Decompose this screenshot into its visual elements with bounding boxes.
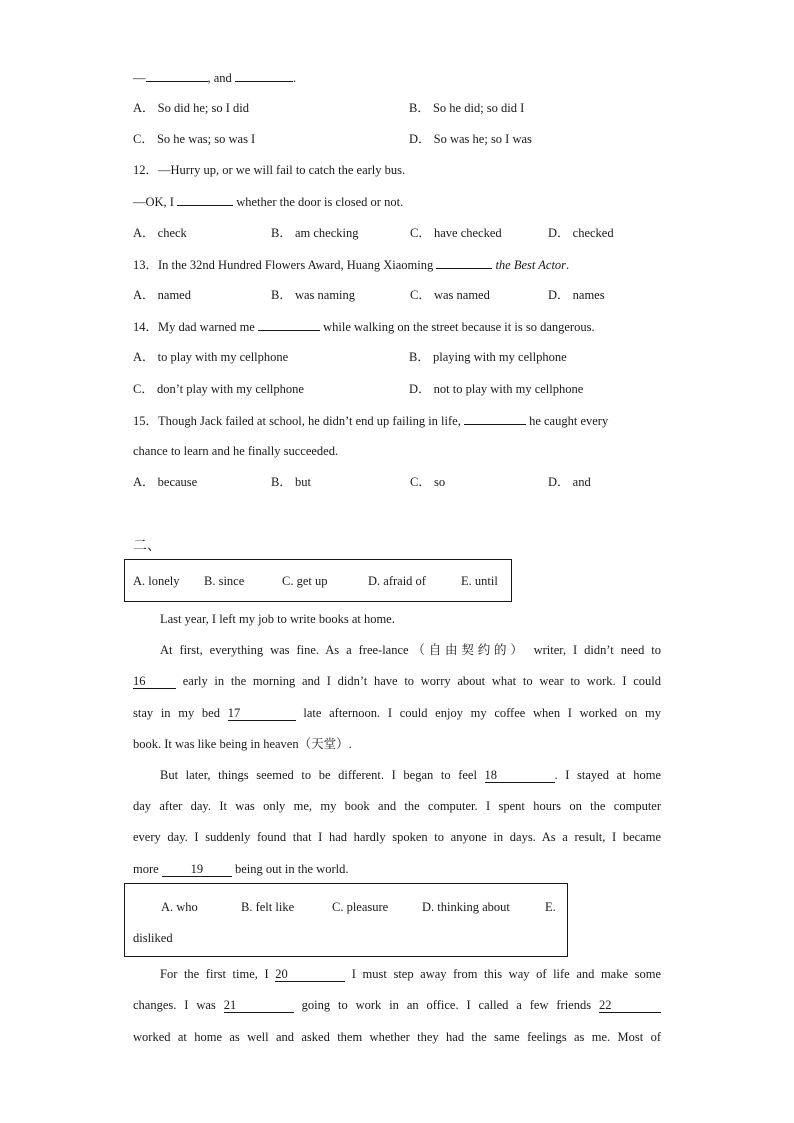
option-text: named [157, 288, 191, 302]
option-text: to play with my cellphone [157, 350, 289, 364]
prompt-post: he caught every [525, 414, 609, 428]
q15-option-a [133, 474, 197, 490]
q13-option-d [548, 287, 605, 303]
option-letter: D． [548, 475, 570, 489]
blank [258, 318, 320, 331]
option-letter: B． [271, 226, 292, 240]
q13-option-b [271, 287, 355, 303]
section-heading: 二、 [133, 538, 161, 554]
numbered-blank-21: 21 [224, 998, 294, 1013]
q13-option-a [133, 287, 191, 303]
reply-pre: —OK, I [133, 195, 178, 209]
word-option-a: A. lonely [133, 574, 180, 588]
option-text: So he was; so was I [156, 132, 256, 146]
word-box-2 [124, 883, 568, 957]
passage-p4-line2 [133, 997, 661, 1013]
numbered-blank-17: 17 [228, 706, 296, 721]
q11-option-d [409, 131, 532, 147]
passage-p3-line2: day after day. It was only me, my book and the computer. I spent hours on the computer [133, 799, 661, 813]
q15-option-d [548, 474, 591, 490]
word-option-c: C. pleasure [332, 900, 389, 914]
text: But later, things seemed to be different. I began to feel [160, 768, 485, 782]
option-text: have checked [433, 226, 502, 240]
passage-p4-line3: worked at home as well and asked them whether they had the same feelings as me. Most of [133, 1030, 661, 1044]
q15-option-c [410, 474, 445, 490]
word-option-e-wrap: disliked [133, 931, 173, 945]
blank [177, 193, 233, 206]
option-letter: A． [133, 101, 155, 115]
q11-option-c [133, 131, 255, 147]
q14-option-b [409, 349, 567, 365]
option-text: but [294, 475, 311, 489]
q14-option-a [133, 349, 288, 365]
option-text: was naming [294, 288, 356, 302]
word-option-a: A. who [161, 900, 198, 914]
word-option-d: D. afraid of [368, 574, 426, 588]
prompt-italic: the Best Actor [495, 258, 567, 272]
option-letter: D． [548, 288, 570, 302]
word-option-b: B. felt like [241, 900, 295, 914]
prompt-post: . [566, 258, 570, 272]
q15-prompt [133, 412, 608, 429]
passage-p3-line3: every day. I suddenly found that I had hardly spoken to anyone in days. As a result, I became [133, 830, 661, 844]
q11-option-a [133, 100, 249, 116]
blank [235, 69, 293, 82]
dash: — [133, 71, 146, 85]
word-option-b: B. since [204, 574, 245, 588]
numbered-blank-22: 22 [599, 998, 661, 1013]
q12-prompt: 12．—Hurry up, or we will fail to catch the early bus. [133, 163, 406, 177]
blank [464, 412, 526, 425]
numbered-blank-18: 18 [485, 768, 555, 783]
blank [146, 69, 208, 82]
option-letter: B． [271, 288, 292, 302]
prompt-pre: 15．Though Jack failed at school, he didn’t end up failing in life, [133, 414, 464, 428]
option-letter: D． [409, 132, 431, 146]
passage-p2-line4: book. It was like being in heaven（天堂）. [133, 737, 352, 751]
option-letter: D． [548, 226, 570, 240]
option-text: So was he; so I was [433, 132, 532, 146]
option-text: so [433, 475, 446, 489]
option-letter: A． [133, 475, 155, 489]
text: being out in the world. [231, 862, 349, 876]
q12-option-d [548, 225, 614, 241]
q11-answer-line [133, 69, 296, 86]
q12-reply [133, 193, 403, 210]
blank [436, 256, 492, 269]
q13-prompt [133, 256, 569, 273]
word-option-d: D. thinking about [422, 900, 510, 914]
option-text: not to play with my cellphone [433, 382, 584, 396]
numbered-blank-19: 19 [162, 862, 232, 877]
prompt-pre: 14．My dad warned me [133, 320, 258, 334]
text: stay in my bed [133, 706, 228, 720]
word-option-e: E. [545, 900, 556, 914]
q14-option-d [409, 381, 583, 397]
passage-p2-line2 [133, 673, 661, 689]
option-letter: C． [133, 382, 154, 396]
q15-option-b [271, 474, 311, 490]
separator-text: , and [207, 71, 235, 85]
option-letter: C． [410, 288, 431, 302]
text: late afternoon. I could enjoy my coffee when I worked on my [295, 706, 661, 720]
option-letter: B． [271, 475, 292, 489]
option-text: playing with my cellphone [432, 350, 567, 364]
option-letter: A． [133, 226, 155, 240]
passage-p2-line3 [133, 705, 661, 721]
option-text: was named [433, 288, 490, 302]
reply-post: whether the door is closed or not. [233, 195, 404, 209]
option-text: because [157, 475, 198, 489]
passage-p2-line1: At first, everything was fine. As a free-lance（自由契约的） writer, I didn’t need to [160, 643, 661, 657]
option-text: checked [572, 226, 614, 240]
text: going to work in an office. I called a few friends [293, 998, 599, 1012]
option-letter: B． [409, 350, 430, 364]
word-option-c: C. get up [282, 574, 328, 588]
text: changes. I was [133, 998, 224, 1012]
option-text: So did he; so I did [157, 101, 249, 115]
option-letter: C． [133, 132, 154, 146]
end-text: . [292, 71, 297, 85]
prompt-post: while walking on the street because it is so dangerous. [319, 320, 595, 334]
q12-option-c [410, 225, 502, 241]
option-text: don’t play with my cellphone [156, 382, 304, 396]
word-box-1 [124, 559, 512, 602]
prompt-pre: 13．In the 32nd Hundred Flowers Award, Huang Xiaoming [133, 258, 437, 272]
text: I must step away from this way of life and make some [345, 967, 661, 981]
numbered-blank-16: 16 [133, 674, 176, 689]
passage-p1: Last year, I left my job to write books at home. [160, 612, 395, 626]
option-letter: B． [409, 101, 430, 115]
option-letter: C． [410, 475, 431, 489]
option-text: am checking [294, 226, 359, 240]
option-text: and [572, 475, 591, 489]
passage-p3-line1 [160, 767, 661, 783]
text: For the first time, I [160, 967, 276, 981]
q12-option-a [133, 225, 187, 241]
q12-option-b [271, 225, 358, 241]
option-letter: D． [409, 382, 431, 396]
q11-option-b [409, 100, 524, 116]
option-text: check [157, 226, 187, 240]
q14-prompt [133, 318, 595, 335]
word-option-e: E. until [461, 574, 498, 588]
numbered-blank-20: 20 [275, 967, 345, 982]
option-letter: C． [410, 226, 431, 240]
q15-prompt-line2: chance to learn and he finally succeeded. [133, 444, 339, 458]
q13-option-c [410, 287, 490, 303]
text: more [133, 862, 162, 876]
option-text: names [572, 288, 605, 302]
option-letter: A． [133, 350, 155, 364]
passage-p3-line4 [133, 861, 348, 877]
q14-option-c [133, 381, 304, 397]
option-letter: A． [133, 288, 155, 302]
text: . I stayed at home [554, 768, 661, 782]
passage-p4-line1 [160, 966, 661, 982]
text: early in the morning and I didn’t have to worry about what to wear to work. I could [176, 674, 661, 688]
option-text: So he did; so did I [432, 101, 525, 115]
